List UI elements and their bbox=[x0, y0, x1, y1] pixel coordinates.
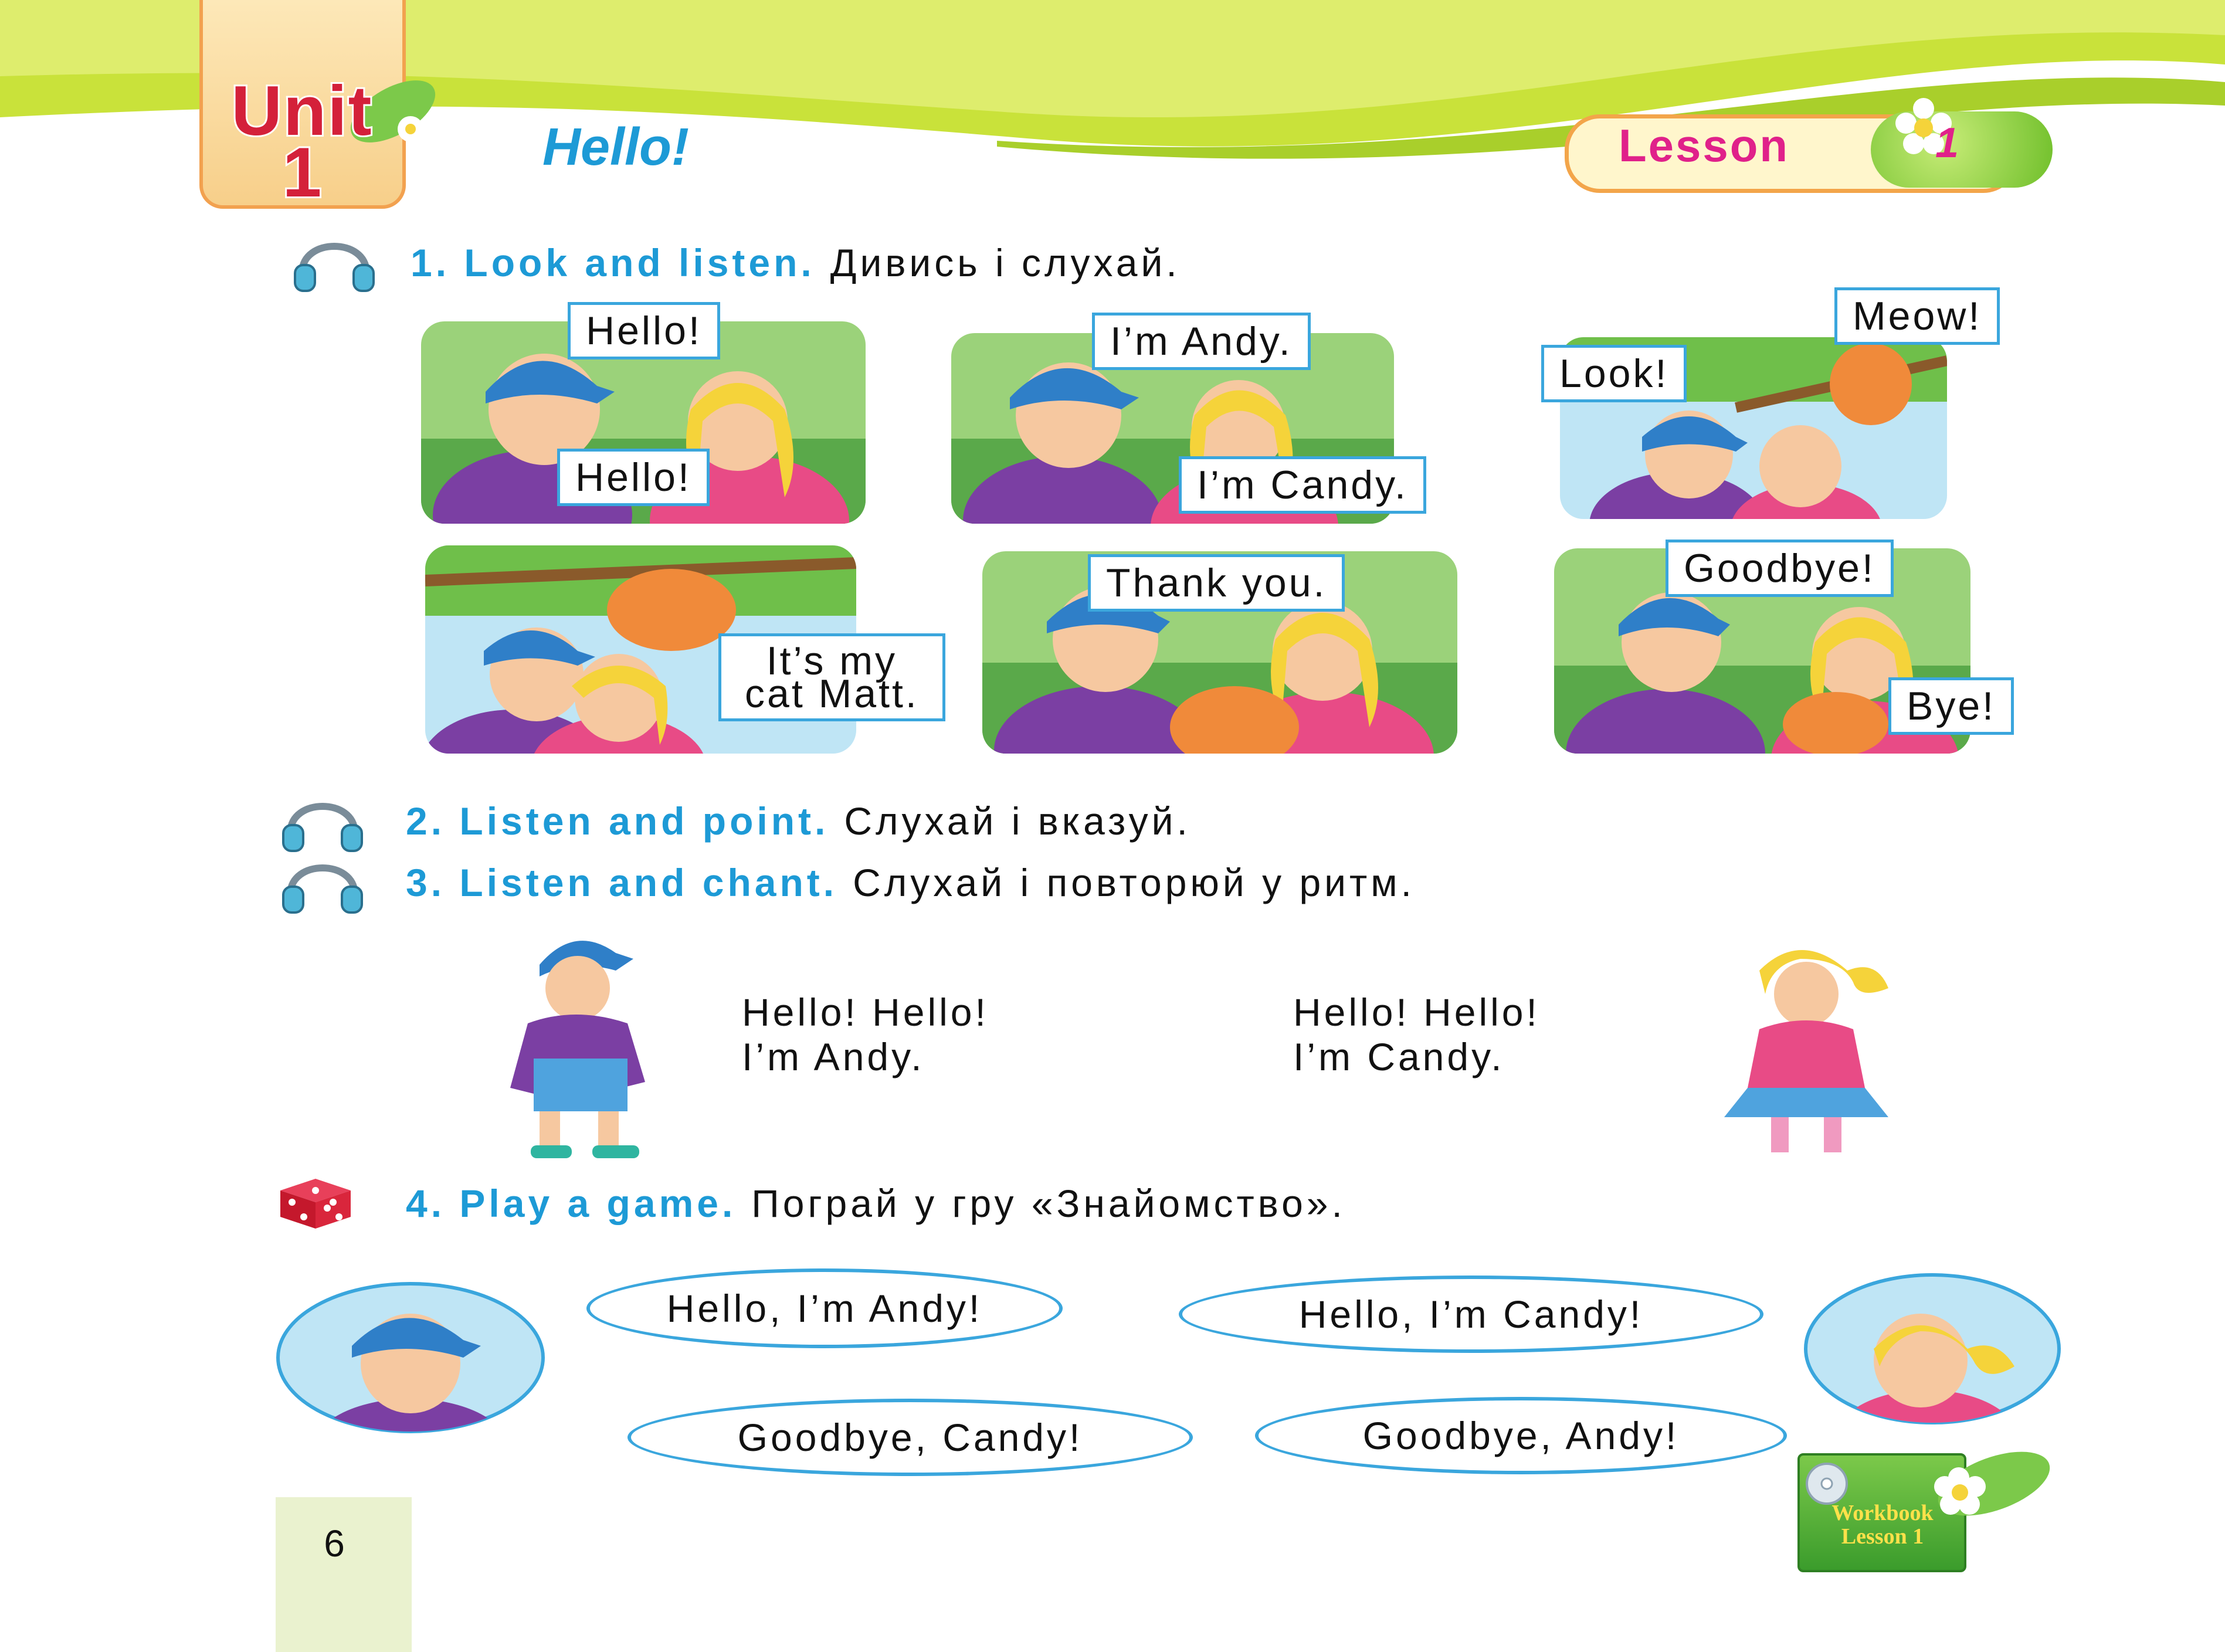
lesson-number: 1 bbox=[1935, 120, 1959, 167]
game-bubble-candy-hello: Hello, I’m Candy! bbox=[1179, 1276, 1763, 1353]
unit-label: Unit bbox=[231, 72, 373, 150]
exercise-number: 1. bbox=[411, 241, 450, 284]
chant-line: Hello! Hello! bbox=[1293, 990, 1540, 1034]
unit-number: 1 bbox=[282, 133, 322, 212]
game-bubble-andy-hello: Hello, I’m Andy! bbox=[586, 1268, 1063, 1348]
workbook-line: Lesson 1 bbox=[1841, 1524, 1924, 1549]
speech-bubble-line: It’s my bbox=[766, 639, 897, 683]
exercise-instruction-uk: Пограй у гру «Знайомство». bbox=[751, 1182, 1346, 1225]
exercise-2 bbox=[406, 799, 1191, 843]
lesson-label: Lesson bbox=[1619, 120, 1790, 171]
speech-bubble: I’m Andy. bbox=[1092, 313, 1311, 370]
candy-illustration bbox=[1683, 924, 1941, 1164]
exercise-3 bbox=[406, 860, 1415, 905]
andy-portrait bbox=[276, 1281, 545, 1434]
workbook-line: Workbook bbox=[1831, 1501, 1934, 1525]
exercise-instruction-uk: Дивись і слухай. bbox=[830, 241, 1181, 284]
andy-illustration bbox=[475, 924, 715, 1164]
exercise-instruction-en: Listen and chant. bbox=[459, 861, 838, 904]
cd-icon bbox=[1803, 1460, 1850, 1507]
speech-bubble bbox=[718, 633, 945, 721]
workbook-label[interactable] bbox=[1818, 1501, 1947, 1548]
speech-bubble: Thank you. bbox=[1088, 554, 1345, 612]
speech-bubble: Hello! bbox=[568, 302, 720, 359]
exercise-instruction-en: Listen and point. bbox=[459, 799, 829, 843]
chant-line: I’m Andy. bbox=[742, 1035, 925, 1078]
exercise-instruction-en: Look and listen. bbox=[464, 241, 815, 284]
page-title: Hello! bbox=[542, 118, 690, 177]
exercise-number: 4. bbox=[406, 1182, 446, 1225]
game-bubble-goodbye-andy: Goodbye, Andy! bbox=[1255, 1397, 1787, 1474]
chant-line: I’m Candy. bbox=[1293, 1035, 1505, 1078]
exercise-number: 3. bbox=[406, 861, 446, 904]
headphones-icon[interactable] bbox=[290, 229, 378, 293]
speech-bubble: I’m Candy. bbox=[1179, 456, 1426, 514]
speech-bubble: Meow! bbox=[1834, 287, 2000, 345]
speech-bubble: Goodbye! bbox=[1666, 540, 1894, 597]
dice-icon[interactable] bbox=[274, 1173, 357, 1232]
speech-bubble: Bye! bbox=[1888, 677, 2014, 735]
chant-candy bbox=[1293, 990, 1540, 1079]
exercise-instruction-uk: Слухай і повторюй у ритм. bbox=[853, 861, 1415, 904]
exercise-number: 2. bbox=[406, 799, 446, 843]
exercise-1 bbox=[411, 240, 1181, 285]
speech-bubble-line: cat Matt. bbox=[745, 671, 919, 716]
headphones-icon[interactable] bbox=[279, 850, 367, 915]
page-number: 6 bbox=[324, 1522, 345, 1565]
speech-bubble: Look! bbox=[1541, 345, 1687, 402]
exercise-4 bbox=[406, 1181, 1346, 1226]
chant-andy bbox=[742, 990, 989, 1079]
exercise-instruction-uk: Слухай і вказуй. bbox=[844, 799, 1191, 843]
game-bubble-goodbye-candy: Goodbye, Candy! bbox=[628, 1399, 1193, 1476]
exercise-instruction-en: Play a game. bbox=[459, 1182, 737, 1225]
speech-bubble: Hello! bbox=[557, 449, 710, 506]
page-number-box bbox=[276, 1497, 412, 1652]
headphones-icon[interactable] bbox=[279, 789, 367, 853]
chant-line: Hello! Hello! bbox=[742, 990, 989, 1034]
candy-portrait bbox=[1803, 1273, 2061, 1425]
